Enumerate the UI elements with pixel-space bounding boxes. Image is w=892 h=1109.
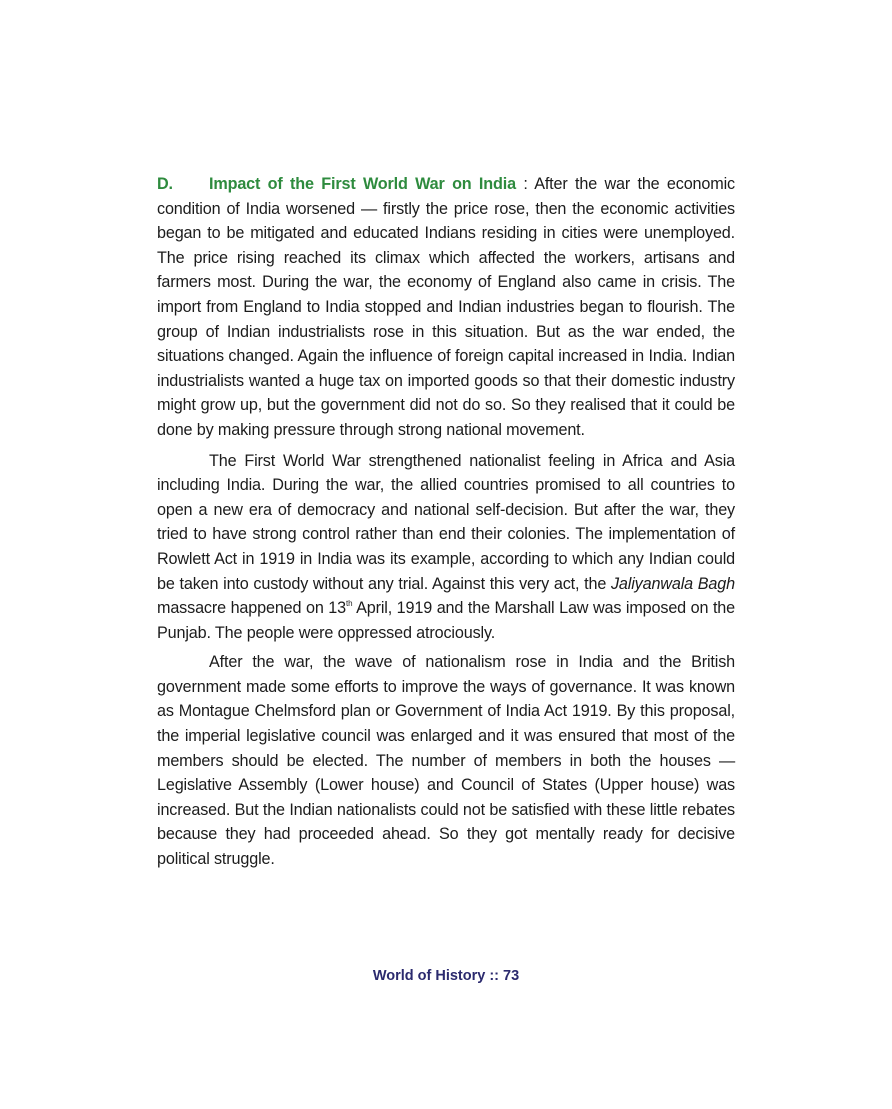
- paragraph-3-text: After the war, the wave of nationalism rose in India and the British government made some efforts to improve the ways of governance. It was known as Montague Chelmsford plan or Government of India Act 1919. By this proposal, the imperial legislative council was enlarged and it was ensured that most of the members should be elected. The number of members in both the houses — Legislative Assembly (Lower house) and Council of States (Upper house) was increased. But the Indian nationalists could not be satisfied with these little rebates because they had proceeded ahead. So they got mentally ready for decisive political struggle.: [157, 653, 735, 869]
- page-content: [157, 172, 735, 872]
- paragraph-2: [157, 449, 735, 646]
- paragraph-2-text-b: massacre happened on 13: [157, 599, 347, 618]
- section-heading: Impact of the First World War on India: [209, 175, 516, 193]
- paragraph-2-text-c: April, 1919 and the Marshall Law was imposed on the Punjab. The people were oppressed atrociously.: [157, 599, 735, 642]
- page-footer: World of History :: 73: [372, 968, 520, 984]
- section-paragraph-1: [157, 172, 735, 443]
- paragraph-1-text: After the war the economic condition of India worsened — firstly the price rose, then the economic activities began to be mitigated and educated Indians residing in cities were unemployed. The price rising reached its climax which affected the workers, artisans and farmers most. During the war, the economy of England also came in crisis. The import from England to India stopped and Indian industries began to flourish. The group of Indian industrialists rose in this situation. But as the war ended, the situations changed. Again the influence of foreign capital increased in India. Indian industrialists wanted a huge tax on imported goods so that their domestic industry might grow up, but the government did not do so. So they realised that it could be done by making pressure through strong national movement.: [157, 175, 735, 439]
- date-superscript: th: [346, 599, 353, 609]
- heading-colon: :: [515, 175, 535, 193]
- paragraph-2-text-a: The First World War strengthened nationalist feeling in Africa and Asia including India. During the war, the allied countries promised to all countries to open a new era of democracy and national self-decision. But after the war, they tried to have strong control rather than end their colonies. The implementation of Rowlett Act in 1919 in India was its example, according to which any Indian could be taken into custody without any trial. Against this very act, the: [157, 451, 735, 593]
- paragraph-3: [157, 650, 735, 871]
- paragraph-2-italic: Jaliyanwala Bagh: [610, 574, 735, 593]
- section-letter: D.: [157, 175, 173, 193]
